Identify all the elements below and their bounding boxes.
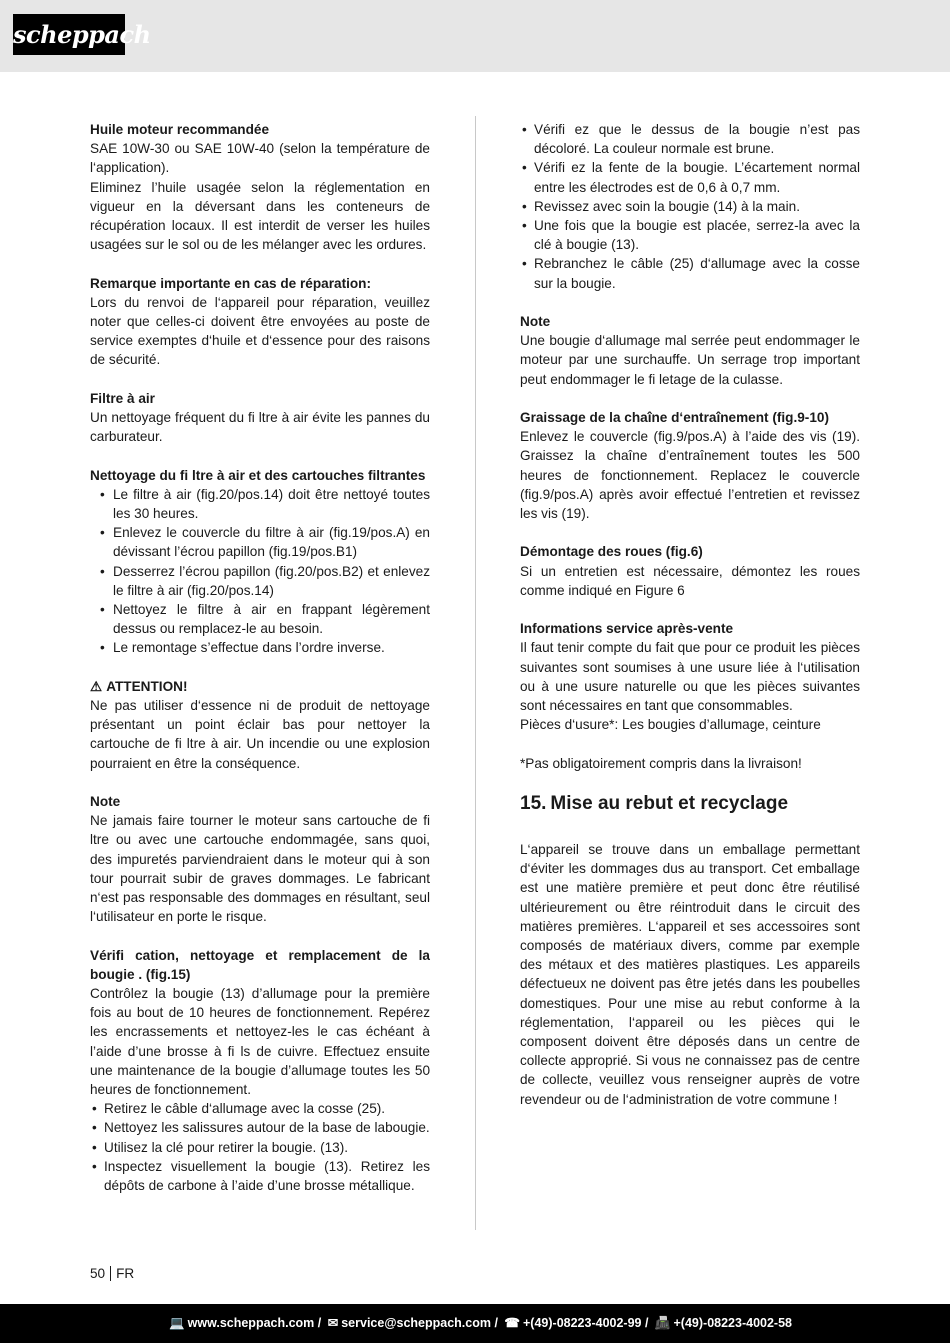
- bullet-list: [520, 120, 860, 293]
- chapter-title: Mise au rebut et recyclage: [550, 793, 789, 815]
- section-title: Remarque importante en cas de réparation:: [90, 275, 372, 291]
- section-title: [90, 677, 430, 696]
- section-title: Note: [90, 794, 121, 810]
- list-item: • Le remontage s’effectue dans l’ordre inverse.: [90, 638, 430, 657]
- computer-icon: 💻: [169, 1316, 185, 1330]
- paragraph: Eliminez l’huile usagée selon la réglementation en vigueur en la déversant dans les conteneurs de récupération locaux. Il est interdit de verser les huiles usagées sur le sol ou de les mélanger avec les ordures.: [90, 179, 430, 253]
- footer-fax: +(49)-08223-4002-58: [673, 1316, 792, 1330]
- section-note: [520, 312, 860, 389]
- paragraph: L‘appareil se trouve dans un emballage permettant d‘éviter les dommages dus au transport. Cet emballage est une matière première et peut donc être réutilisé ultérieurement ou être réintroduit dans le circuit des matières premières. L‘appareil et ses accessoires sont composés de matériaux divers, comme par exemple des métaux et des matières plastiques. Les appareils défectueux ne doivent pas être jetés dans les poubelles domestiques. Pour une mise au rebut conforme à la réglementation, l‘appareil ou les pièces qui le composent doivent être déposés dans un centre de collecte approprié. Si vous ne connaissez pas de centre de collecte, veuillez vous renseigner auprès de votre revendeur ou de l‘administration de votre commune !: [520, 842, 860, 1107]
- warning-title: ATTENTION!: [106, 678, 188, 694]
- list-item: • Nettoyez les salissures autour de la base de labougie.: [90, 1118, 430, 1137]
- section-disposal: [520, 792, 860, 1109]
- section-attention: [90, 677, 430, 773]
- section-title: Informations service après-vente: [520, 621, 734, 637]
- list-item: • Une fois que la bougie est placée, serrez-la avec la clé à bougie (13).: [520, 216, 860, 254]
- paragraph: Lors du renvoi de l‘appareil pour réparation, veuillez noter que celles-ci doivent être envoyées au poste de service exemptes d‘huile et d‘essence pour des raisons de sécurité.: [90, 294, 430, 368]
- paragraph: Ne pas utiliser d‘essence ni de produit de nettoyage présentant un point éclair bas pour nettoyer la cartouche de fi ltre à air. Un incendie ou une explosion pourraient en être la conséquence.: [90, 698, 430, 771]
- section-spark-plug: [90, 946, 430, 1196]
- list-item: • Desserrez l’écrou papillon (fig.20/pos.B2) et enlevez le filtre à air (fig.20/pos.14): [90, 562, 430, 600]
- left-column: [90, 120, 430, 1195]
- page-number: [90, 1265, 134, 1283]
- section-air-filter: [90, 389, 430, 447]
- section-title: Démontage des roues (fig.6): [520, 544, 703, 560]
- section-repair-note: [90, 274, 430, 370]
- list-item: • Enlevez le couvercle du filtre à air (fig.19/pos.A) en dévissant l’écrou papillon (fig.19/pos.B1): [90, 523, 430, 561]
- footer-website: www.scheppach.com /: [187, 1316, 322, 1330]
- section-air-filter-cleaning: [90, 466, 430, 658]
- list-item: • Retirez le câble d‘allumage avec la cosse (25).: [90, 1099, 430, 1118]
- warning-icon: ⚠: [90, 678, 103, 694]
- paragraph: Ne jamais faire tourner le moteur sans cartouche de fi ltre ou avec une cartouche endommagée, sans quoi, des impuretés parviendraient dans le moteur qui à son tour pourrait subir de graves dommages. Le fabricant n‘est pas responsable des dommages en résultant, seul l‘utilisateur en porte le risque.: [90, 813, 430, 925]
- scheppach-logo: scheppach: [13, 14, 125, 55]
- section-title: Graissage de la chaîne d‘entraînement (fig.9-10): [520, 410, 829, 426]
- section-title: Vérifi cation, nettoyage et remplacement de la bougie . (fig.15): [90, 947, 430, 982]
- paragraph: Un nettoyage fréquent du fi ltre à air évite les pannes du carburateur.: [90, 410, 430, 445]
- page-header: [0, 0, 950, 72]
- footnote: *Pas obligatoirement compris dans la livraison!: [520, 755, 802, 771]
- chapter-heading: [520, 792, 860, 816]
- page-separator: [110, 1266, 111, 1281]
- section-recommended-oil: [90, 120, 430, 254]
- paragraph: Contrôlez la bougie (13) d’allumage pour la première fois au bout de 10 heures de fonctionnement. Repérez les encrassements et nettoyez-les le cas échéant à l’aide d’une brosse à fi ls de cuivre. Effectuez ensuite une maintenance de la bougie d’allumage toutes les 50 heures de fonctionnement.: [90, 986, 430, 1098]
- page-language: FR: [116, 1266, 135, 1281]
- mail-icon: ✉: [327, 1316, 339, 1330]
- paragraph: Si un entretien est nécessaire, démontez les roues comme indiqué en Figure 6: [520, 563, 860, 598]
- paragraph: Enlevez le couvercle (fig.9/pos.A) à l’aide des vis (19). Graissez la chaîne d’entraînement toutes les 500 heures de fonctionnement. Replacez le couvercle (fig.9/pos.A) après avoir effectué l’entretien et revissez les vis (19).: [520, 429, 860, 522]
- list-item: • Utilisez la clé pour retirer la bougie. (13).: [90, 1138, 430, 1157]
- paragraph: Une bougie d‘allumage mal serrée peut endommager le moteur par une surchauffe. Un serrage trop important peut endommager le fi letage de la culasse.: [520, 333, 860, 387]
- footer-phone: +(49)-08223-4002-99 /: [523, 1316, 649, 1330]
- list-item: • Nettoyez le filtre à air en frappant légèrement dessus ou remplacez-le au besoin.: [90, 600, 430, 638]
- page-footer: [0, 1304, 950, 1343]
- section-title: Huile moteur recommandée: [90, 122, 270, 137]
- page-number-value: 50: [90, 1266, 106, 1281]
- section-title: Nettoyage du fi ltre à air et des cartouches filtrantes: [90, 467, 426, 483]
- section-title: Note: [520, 314, 551, 330]
- paragraph: Il faut tenir compte du fait que pour ce produit les pièces suivantes sont soumises à une usure liée à l‘utilisation ou à une usure naturelle ou que les pièces suivantes sont nécessaires en tant que consommables.: [520, 640, 860, 714]
- list-item: • Vérifi ez que le dessus de la bougie n’est pas décoloré. La couleur normale est brune.: [520, 120, 860, 158]
- section-footnote: [520, 754, 860, 773]
- section-chain-greasing: [520, 408, 860, 523]
- list-item: • Inspectez visuellement la bougie (13). Retirez les dépôts de carbone à l’aide d’une brosse métallique.: [90, 1157, 430, 1195]
- section-spark-plug-continued: [520, 120, 860, 293]
- paragraph: SAE 10W-30 ou SAE 10W-40 (selon la température de l‘application).: [90, 141, 430, 176]
- section-wheel-removal: [520, 542, 860, 600]
- footer-email: service@scheppach.com /: [341, 1316, 498, 1330]
- section-note: [90, 792, 430, 926]
- phone-icon: ☎: [504, 1316, 520, 1330]
- section-after-sales: [520, 619, 860, 734]
- bullet-list: [90, 485, 430, 658]
- footer-contacts: [169, 1304, 795, 1343]
- paragraph: Pièces d‘usure*: Les bougies d’allumage, ceinture: [520, 717, 821, 733]
- right-column: [520, 120, 860, 1109]
- list-item: • Vérifi ez la fente de la bougie. L’écartement normal entre les électrodes est de 0,6 à 0,7 mm.: [520, 158, 860, 196]
- bullet-list: [90, 1099, 430, 1195]
- section-title: Filtre à air: [90, 390, 155, 406]
- column-divider: [475, 116, 476, 1230]
- list-item: • Rebranchez le câble (25) d‘allumage avec la cosse sur la bougie.: [520, 254, 860, 292]
- fax-icon: 📠: [654, 1316, 671, 1330]
- list-item: • Le filtre à air (fig.20/pos.14) doit être nettoyé toutes les 30 heures.: [90, 485, 430, 523]
- chapter-number: 15.: [520, 793, 547, 815]
- list-item: • Revissez avec soin la bougie (14) à la main.: [520, 197, 860, 216]
